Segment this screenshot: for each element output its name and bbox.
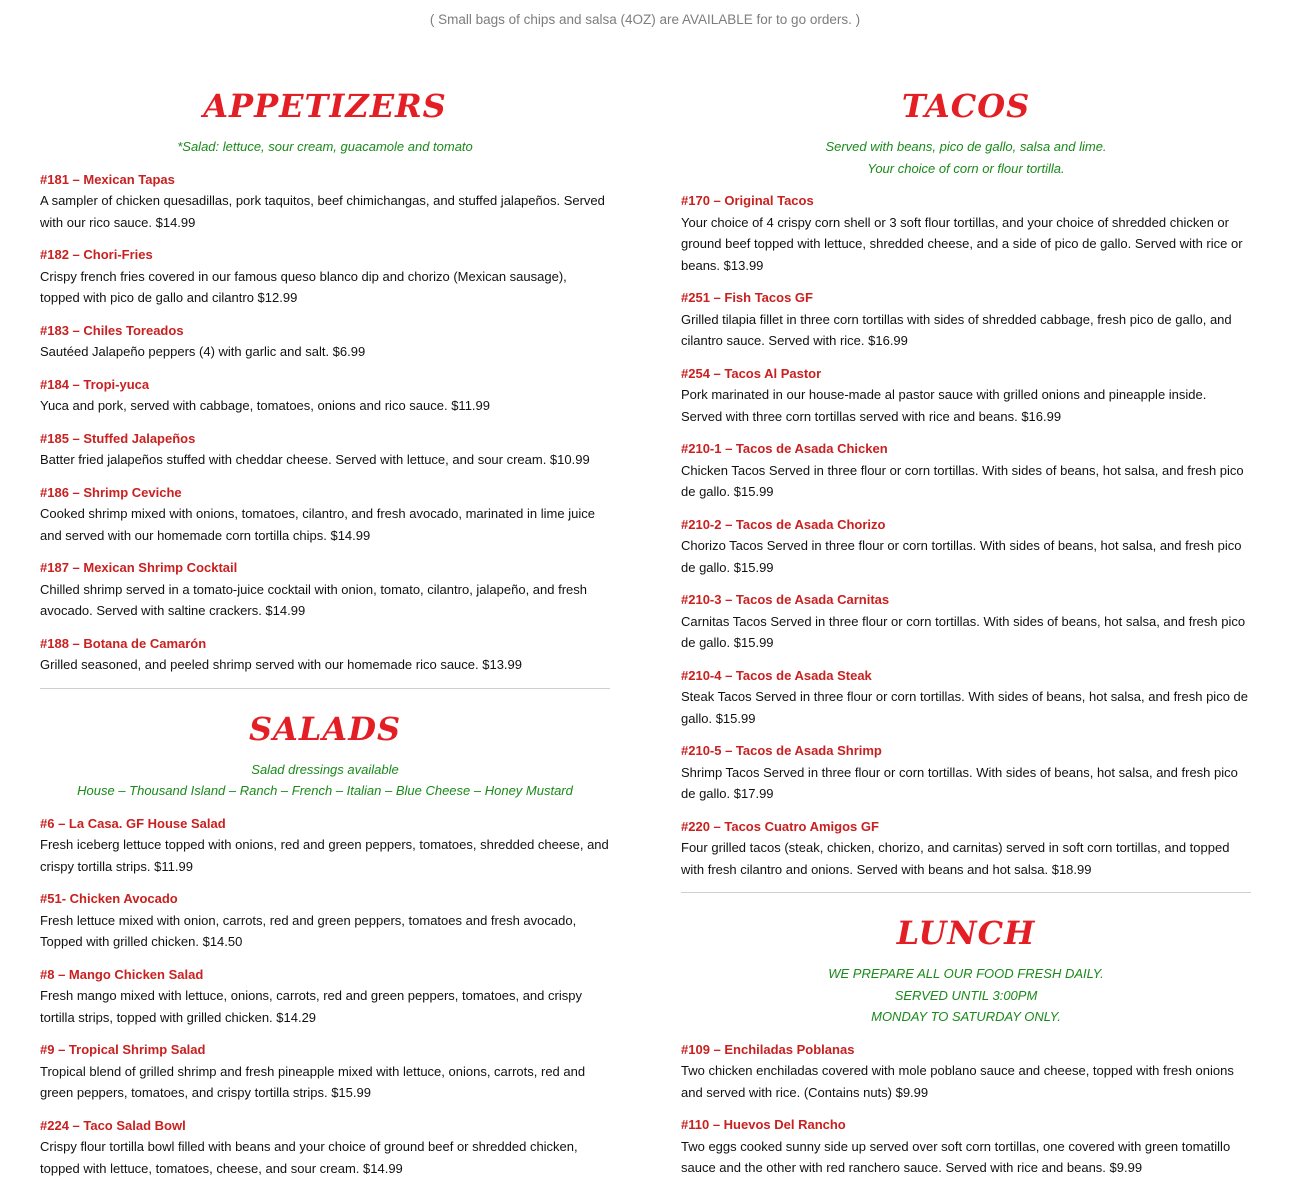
menu-item-description: Grilled seasoned, and peeled shrimp served with our homemade rico sauce. $13.99 bbox=[40, 657, 522, 672]
menu-item-description: Yuca and pork, served with cabbage, tomatoes, onions and rico sauce. $11.99 bbox=[40, 398, 490, 413]
menu-section-tacos bbox=[681, 86, 1251, 880]
menu-item-description: Two eggs cooked sunny side up served over soft corn tortillas, one covered with green tomatillo sauce and the other with red ranchero sauce. Served with rice and beans. $9.99 bbox=[681, 1138, 1231, 1175]
menu-item-title: #224 – Taco Salad Bowl bbox=[40, 1117, 186, 1133]
section-note-line: SERVED UNTIL 3:00PM bbox=[894, 987, 1038, 1003]
menu-item-title: #184 – Tropi-yuca bbox=[40, 376, 150, 392]
section-note-line: MONDAY TO SATURDAY ONLY. bbox=[871, 1009, 1061, 1024]
to-go-notice: ( Small bags of chips and salsa (4OZ) are AVAILABLE for to go orders. ) bbox=[429, 12, 861, 27]
section-title: APPETIZERS bbox=[203, 87, 447, 125]
menu-item-title: #183 – Chiles Toreados bbox=[40, 322, 184, 338]
left-column bbox=[40, 80, 610, 1190]
menu-item-title: #210-4 – Tacos de Asada Steak bbox=[681, 667, 872, 683]
section-divider bbox=[40, 688, 610, 689]
section-note bbox=[40, 759, 610, 802]
menu-item bbox=[681, 190, 1251, 276]
menu-item-title: #9 – Tropical Shrimp Salad bbox=[40, 1042, 206, 1057]
menu-item-description: Batter fried jalapeños stuffed with cheddar cheese. Served with lettuce, and sour cream. $10.99 bbox=[40, 452, 590, 467]
menu-item-title: #6 – La Casa. GF House Salad bbox=[40, 815, 226, 831]
section-title: SALADS bbox=[248, 709, 402, 748]
menu-item-title: #220 – Tacos Cuatro Amigos GF bbox=[681, 818, 879, 834]
section-note-line: Salad dressings available bbox=[251, 761, 399, 777]
menu-item-description: Carnitas Tacos Served in three flour or corn tortillas. With sides of beans, hot salsa, and fresh pico de gallo. $15.99 bbox=[681, 613, 1246, 650]
menu-item bbox=[681, 363, 1251, 428]
menu-section-salads bbox=[40, 709, 610, 1180]
menu-item-title: #181 – Mexican Tapas bbox=[40, 171, 175, 187]
menu-item-description: Two chicken enchiladas covered with mole poblano sauce and cheese, topped with fresh onions and served with rice. (Contains nuts) $9.99 bbox=[681, 1063, 1234, 1100]
section-title: LUNCH bbox=[896, 914, 1036, 952]
section-note-line: House – Thousand Island – Ranch – French – Italian – Blue Cheese – Honey Mustard bbox=[77, 783, 573, 798]
menu-item-title: #186 – Shrimp Ceviche bbox=[40, 484, 182, 500]
menu-item-description: Cooked shrimp mixed with onions, tomatoes, cilantro, and fresh avocado, marinated in lime juice and served with our homemade corn tortilla chips. $14.99 bbox=[40, 506, 595, 543]
section-note bbox=[681, 136, 1251, 179]
menu-item bbox=[40, 374, 610, 417]
menu-item-title: #185 – Stuffed Jalapeños bbox=[40, 430, 196, 446]
menu-item-title: #210-3 – Tacos de Asada Carnitas bbox=[681, 592, 890, 607]
section-note-line: Served with beans, pico de gallo, salsa and lime. bbox=[825, 139, 1107, 154]
menu-item-description: Steak Tacos Served in three flour or corn tortillas. With sides of beans, hot salsa, and fresh pico de gallo. $15.99 bbox=[681, 689, 1248, 726]
menu-item-description: Fresh iceberg lettuce topped with onions, red and green peppers, tomatoes, shredded cheese, and crispy tortilla strips. $11.99 bbox=[40, 837, 609, 874]
menu-item-description: Shrimp Tacos Served in three flour or corn tortillas. With sides of beans, hot salsa, and fresh pico de gallo. $17.99 bbox=[681, 764, 1238, 801]
menu-item-description: Grilled tilapia fillet in three corn tortillas with sides of shredded cabbage, fresh pico de gallo, and cilantro sauce. Served with rice. $16.99 bbox=[681, 311, 1232, 348]
menu-item-description: Tropical blend of grilled shrimp and fresh pineapple mixed with lettuce, onions, carrots, red and green peppers, tomatoes, and crispy tortilla strips. $15.99 bbox=[40, 1063, 586, 1100]
menu-item bbox=[40, 813, 610, 878]
right-column bbox=[681, 80, 1251, 1190]
menu-item bbox=[681, 816, 1251, 881]
menu-item bbox=[40, 633, 610, 676]
menu-item bbox=[681, 589, 1251, 654]
menu-item-title: #188 – Botana de Camarón bbox=[40, 635, 207, 651]
menu-item-description: Crispy flour tortilla bowl filled with beans and your choice of ground beef or shredded chicken, topped with lettuce, tomatoes, cheese, and sour cream. $14.99 bbox=[40, 1139, 578, 1176]
menu-item bbox=[40, 320, 610, 363]
menu-item bbox=[40, 1115, 610, 1180]
section-note-line: Your choice of corn or flour tortilla. bbox=[867, 160, 1065, 176]
menu-item bbox=[40, 169, 610, 234]
menu-item-title: #210-2 – Tacos de Asada Chorizo bbox=[681, 516, 886, 532]
menu-item bbox=[40, 964, 610, 1029]
menu-item-title: #254 – Tacos Al Pastor bbox=[681, 365, 822, 381]
menu-item-description: Pork marinated in our house-made al pastor sauce with grilled onions and pineapple inside. Served with three corn tortillas served with rice and beans. $16.99 bbox=[681, 387, 1207, 424]
menu-item-title: #251 – Fish Tacos GF bbox=[681, 290, 813, 305]
menu-item bbox=[681, 740, 1251, 805]
menu-item-description: Fresh lettuce mixed with onion, carrots, red and green peppers, tomatoes and fresh avocado, Topped with grilled chicken. $14.50 bbox=[40, 912, 577, 949]
menu-item bbox=[681, 514, 1251, 579]
menu-item-title: #110 – Huevos Del Rancho bbox=[681, 1117, 846, 1132]
menu-item-description: Chicken Tacos Served in three flour or corn tortillas. With sides of beans, hot salsa, and fresh pico de gallo. $15.99 bbox=[681, 462, 1244, 499]
menu-item-title: #182 – Chori-Fries bbox=[40, 247, 153, 262]
menu-item bbox=[40, 244, 610, 309]
menu-item bbox=[681, 665, 1251, 730]
menu-section-lunch bbox=[681, 913, 1251, 1179]
section-title: TACOS bbox=[901, 87, 1031, 125]
menu-item bbox=[40, 1039, 610, 1104]
menu-item-title: #8 – Mango Chicken Salad bbox=[40, 966, 204, 982]
menu-item-description: Fresh mango mixed with lettuce, onions, carrots, red and green peppers, tomatoes, and crispy tortilla strips, topped with grilled chicken. $14.29 bbox=[40, 988, 582, 1025]
menu-item-description: Chilled shrimp served in a tomato-juice cocktail with onion, tomato, cilantro, jalapeño, and fresh avocado. Served with saltine crackers. $14.99 bbox=[40, 581, 587, 618]
menu-item-title: #170 – Original Tacos bbox=[681, 193, 814, 208]
section-note bbox=[40, 136, 610, 158]
menu-item-description: Chorizo Tacos Served in three flour or corn tortillas. With sides of beans, hot salsa, and fresh pico de gallo. $15.99 bbox=[681, 538, 1242, 575]
menu-item-title: #187 – Mexican Shrimp Cocktail bbox=[40, 560, 238, 575]
menu-item bbox=[681, 1039, 1251, 1104]
menu-item-description: Sautéed Jalapeño peppers (4) with garlic and salt. $6.99 bbox=[40, 344, 366, 359]
menu-item bbox=[40, 482, 610, 547]
section-note bbox=[681, 963, 1251, 1028]
menu-item-description: Crispy french fries covered in our famous queso blanco dip and chorizo (Mexican sausage), topped with pico de gallo and cilantro $12.99 bbox=[40, 268, 567, 305]
menu-item bbox=[40, 888, 610, 953]
menu-item-title: #109 – Enchiladas Poblanas bbox=[681, 1041, 855, 1057]
menu-item-title: #210-1 – Tacos de Asada Chicken bbox=[681, 441, 888, 456]
menu-item bbox=[681, 438, 1251, 503]
menu-item-description: Four grilled tacos (steak, chicken, chorizo, and carnitas) served in soft corn tortillas, and topped with fresh cilantro and onions. Served with beans and hot salsa. $18.99 bbox=[681, 840, 1230, 877]
menu-item-title: #210-5 – Tacos de Asada Shrimp bbox=[681, 743, 882, 758]
menu-item bbox=[40, 557, 610, 622]
menu-item bbox=[40, 428, 610, 471]
menu-item bbox=[681, 287, 1251, 352]
menu-item-title: #51- Chicken Avocado bbox=[40, 891, 178, 906]
menu-item-description: Your choice of 4 crispy corn shell or 3 soft flour tortillas, and your choice of shredded chicken or ground beef topped with lettuce, shredded cheese, and a side of pico de gallo. Served with rice or beans. $13.99 bbox=[681, 214, 1243, 273]
section-note-line: *Salad: lettuce, sour cream, guacamole and tomato bbox=[177, 139, 473, 154]
section-divider bbox=[681, 892, 1251, 893]
section-note-line: WE PREPARE ALL OUR FOOD FRESH DAILY. bbox=[828, 966, 1104, 981]
menu-section-appetizers bbox=[40, 86, 610, 676]
menu-item-description: A sampler of chicken quesadillas, pork taquitos, beef chimichangas, and stuffed jalapeños. Served with our rico sauce. $14.99 bbox=[40, 193, 605, 230]
